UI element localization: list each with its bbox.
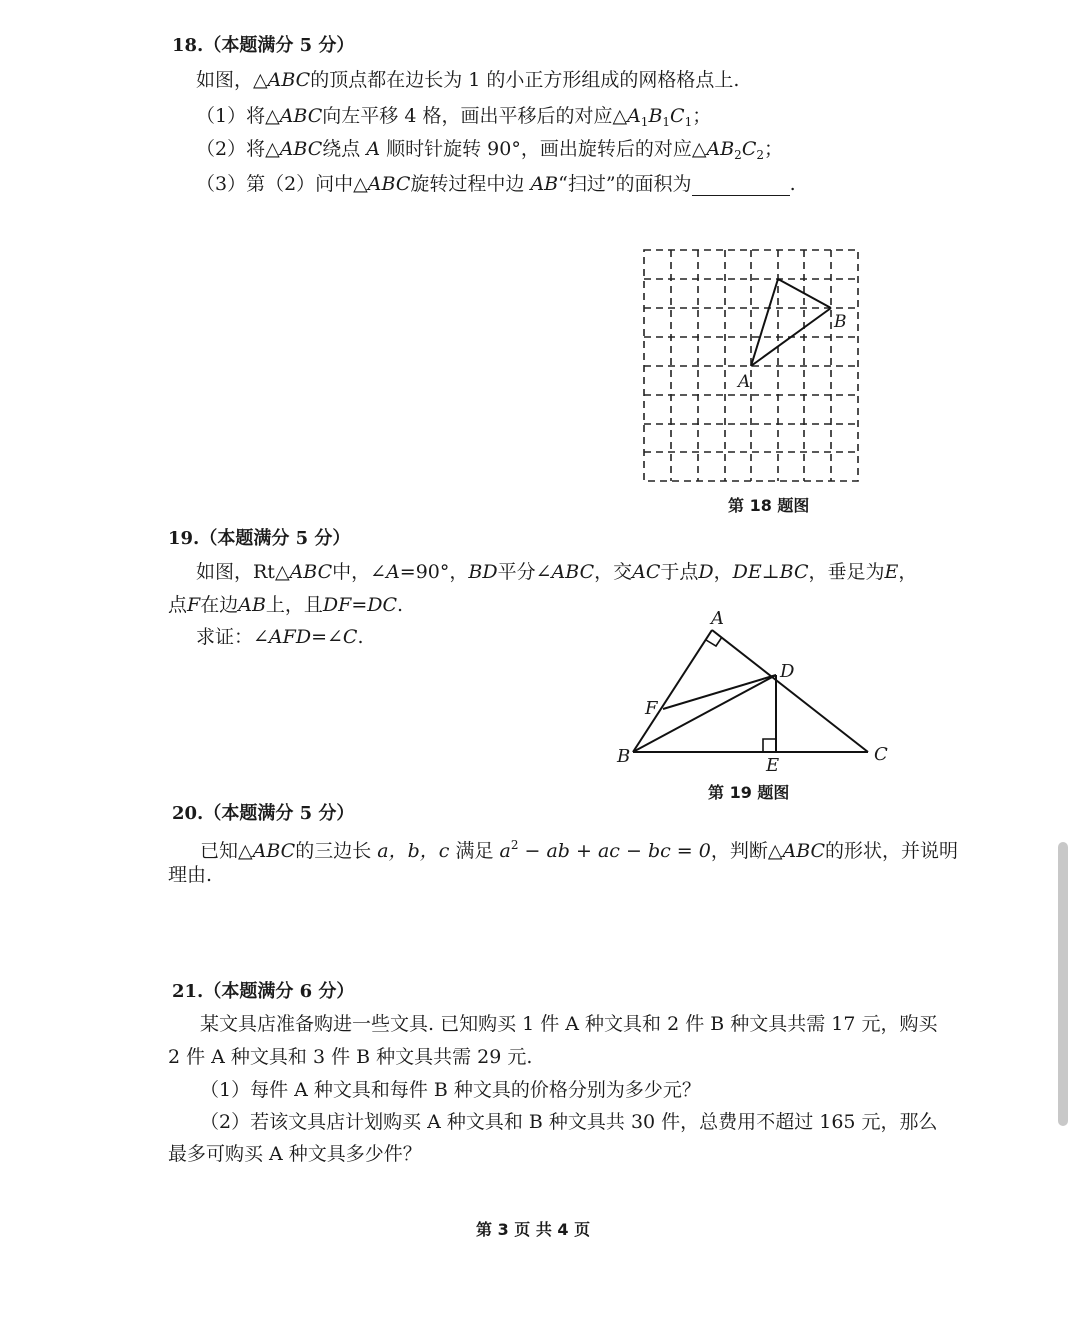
scrollbar-thumb[interactable] — [1058, 842, 1068, 1126]
q18-triangle — [751, 279, 831, 366]
q21-line1: 某文具店准备购进一些文具. 已知购买 1 件 A 种文具和 2 件 B 种文具共需 17 元，购买 — [200, 1013, 938, 1035]
q19-line1: 如图，Rt△ABC中，∠A=90°，BD平分∠ABC，交AC于点D，DE⊥BC，垂足为E， — [196, 561, 918, 583]
page-footer: 第 3 页 共 4 页 — [476, 1220, 591, 1239]
q18-heading: 18.（本题满分 5 分） — [172, 35, 355, 56]
q21-part1: （1）每件 A 种文具和每件 B 种文具的价格分别为多少元？ — [200, 1079, 701, 1101]
q21-line5: 最多可购买 A 种文具多少件？ — [168, 1143, 422, 1165]
q18-label-A: A — [738, 372, 751, 392]
q18-part3: （3）第（2）问中△ABC旋转过程中边 AB“扫过”的面积为 . — [196, 173, 796, 195]
q19-triangle — [633, 630, 868, 752]
q18-part2: （2）将△ABC绕点 A 顺时针旋转 90°，画出旋转后的对应$\triangle AB_2C_2$； — [196, 138, 784, 162]
q18-caption: 第 18 题图 — [728, 496, 810, 515]
q20-line2: 理由. — [168, 864, 213, 886]
q20-line1: 已知△ABC的三边长 a，b，c 满足 $a^2$ − ab + ac − bc = 0，判断△ABC的形状，并说明 — [200, 838, 959, 862]
q19-label-A: A — [711, 608, 724, 629]
q20-heading: 20.（本题满分 5 分） — [172, 803, 355, 824]
q18-intro: 如图，△ABC的顶点都在边长为 1 的小正方形组成的网格格点上. — [196, 69, 740, 91]
q18-part1: （1）将△ABC向左平移 4 格，画出平移后的对应$\triangle A_1B_1C_1$； — [196, 105, 712, 129]
q19-line2: 点F在边AB上，且DF=DC. — [168, 594, 404, 616]
q21-line2: 2 件 A 种文具和 3 件 B 种文具共需 29 元. — [168, 1046, 533, 1068]
q19-line3: 求证：∠AFD=∠C. — [196, 626, 364, 648]
q19-caption: 第 19 题图 — [708, 783, 790, 802]
q19-label-F: F — [645, 698, 658, 719]
q18-label-B: B — [834, 312, 847, 332]
q21-heading: 21.（本题满分 6 分） — [172, 981, 355, 1002]
q19-heading: 19.（本题满分 5 分） — [168, 528, 351, 549]
q19-label-C: C — [874, 744, 888, 765]
q19-label-B: B — [617, 746, 631, 767]
q21-part2: （2）若该文具店计划购买 A 种文具和 B 种文具共 30 件，总费用不超过 165 元，那么 — [200, 1111, 938, 1133]
q19-label-D: D — [780, 661, 795, 682]
q19-label-E: E — [766, 755, 780, 776]
